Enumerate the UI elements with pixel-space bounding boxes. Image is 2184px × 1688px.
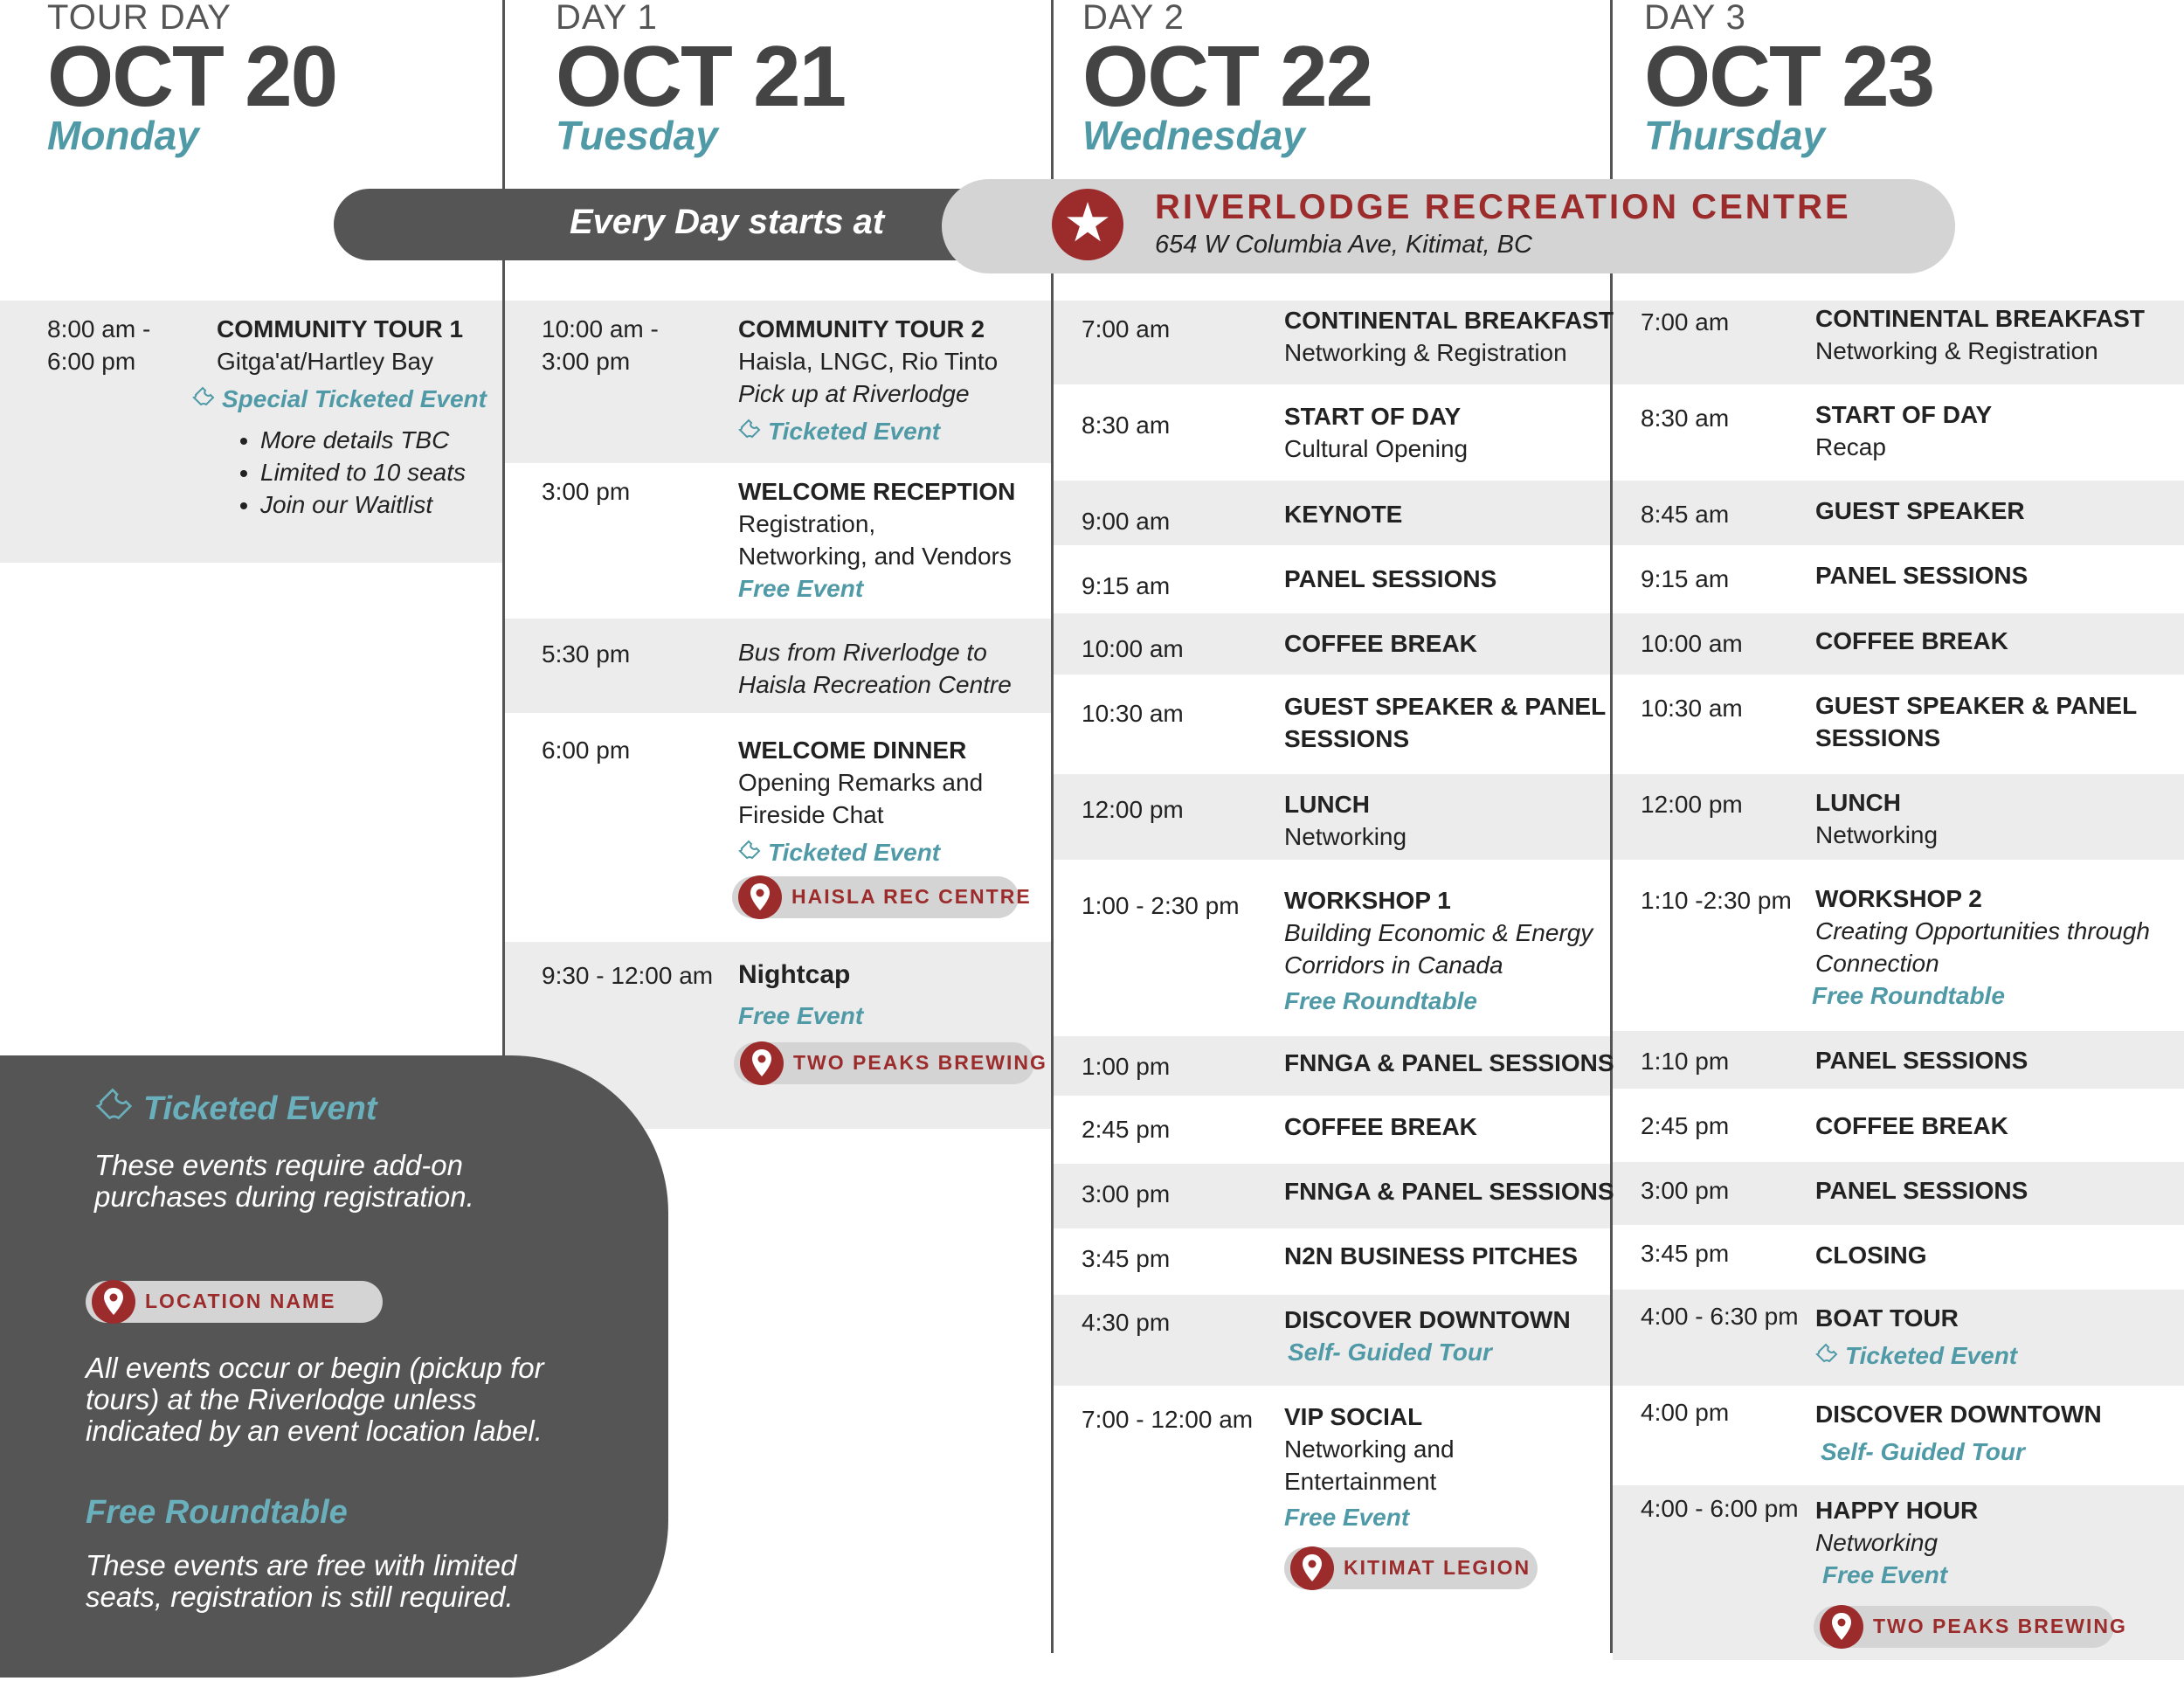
event-title: LUNCH [1815,789,1901,816]
day-label: DAY 1 [556,0,658,37]
event-title: CONTINENTAL BREAKFAST [1815,305,2145,332]
event-subtitle: Gitga'at/Hartley Bay [217,348,434,375]
event-line: Registration, [738,510,876,537]
event-line: Bus from Riverlodge to [738,639,987,666]
event-title: BOAT TOUR [1815,1304,1959,1332]
day-label: TOUR DAY [47,0,232,37]
event-details [1284,690,1606,755]
event-title: WELCOME DINNER [738,737,967,764]
event-tag: Free Roundtable [1284,987,1477,1014]
event-title: FNNGA & PANEL SESSIONS [1284,1178,1614,1205]
event-line: Networking & Registration [1284,339,1567,366]
event-title: HAPPY HOUR [1815,1497,1979,1524]
starts-banner-text: Every Day starts at [570,203,885,241]
event-line: Networking and [1284,1435,1455,1463]
event-title: COMMUNITY TOUR 2 [738,315,985,342]
event-time [542,313,659,377]
ticket-icon [94,1087,140,1134]
event-title: COFFEE BREAK [1284,630,1477,657]
day-weekday: Wednesday [1082,113,1305,158]
event-time: 2:45 pm [1641,1112,1730,1139]
event-details [1815,1398,2102,1468]
event-title: DISCOVER DOWNTOWN [1284,1306,1571,1333]
event-line: Networking [1815,1529,1939,1556]
event-title: Nightcap [738,960,851,989]
day-header-2 [1082,0,1372,157]
legend-location-desc [86,1352,544,1447]
day-header-1 [556,0,845,157]
event-time: 3:45 pm [1641,1240,1730,1267]
event-time: 7:00 - 12:00 am [1082,1406,1254,1433]
event-time: 2:45 pm [1082,1116,1171,1143]
event-details [217,313,496,521]
day-weekday: Thursday [1644,113,1826,158]
event-line: Haisla Recreation Centre [738,671,1012,698]
location-badge [1284,1547,1538,1589]
location-name: LOCATION NAME [145,1290,336,1312]
event-line: Building Economic & Energy [1284,919,1593,946]
event-time: 6:00 pm [542,737,631,764]
location-name: HAISLA REC CENTRE [791,885,1032,908]
event-line: Networking [1284,823,1407,850]
legend-free-title: Free Roundtable [86,1494,348,1531]
location-badge [734,1042,1047,1084]
legend-ticketed-title [94,1087,377,1134]
event-details [1815,689,2137,754]
event-time: 12:00 pm [1641,791,1743,818]
event-line: Networking, and Vendors [738,543,1012,570]
event-time: 9:30 - 12:00 am [542,962,714,989]
day-header-3 [1644,0,1933,157]
day-date: OCT 21 [556,28,846,124]
event-time: 3:45 pm [1082,1245,1171,1272]
location-name: TWO PEAKS BREWING [793,1051,1047,1074]
event-tag [738,415,998,449]
event-details [1284,304,1614,369]
event-details [738,734,983,870]
event-time: 12:00 pm [1082,796,1184,823]
event-title: WORKSHOP 1 [1284,887,1451,914]
event-time [47,313,150,377]
day-date: OCT 23 [1644,28,1934,124]
event-time: 4:00 - 6:00 pm [1641,1495,1799,1522]
star-icon: ★ [1052,189,1123,260]
event-title: START OF DAY [1815,401,1993,428]
event-line: Creating Opportunities through [1815,917,2150,944]
event-details [1284,788,1406,853]
venue-address: 654 W Columbia Ave, Kitimat, BC [1155,231,1532,259]
event-details [1815,1302,2017,1373]
event-line: Networking & Registration [1815,337,2098,364]
location-name: TWO PEAKS BREWING [1873,1615,2127,1637]
event-details [1815,302,2145,367]
event-line: Fireside Chat [738,801,884,828]
column-divider [502,0,505,1092]
event-line: Entertainment [1284,1468,1437,1495]
event-title: GUEST SPEAKER [1815,497,2025,524]
event-title: COFFEE BREAK [1284,1113,1477,1140]
event-title: VIP SOCIAL [1284,1403,1423,1430]
venue-name: RIVERLODGE RECREATION CENTRE [1155,188,1851,226]
event-tag [738,836,983,870]
day-weekday: Tuesday [556,113,718,158]
event-line: Cultural Opening [1284,435,1469,462]
event-time: 1:10 pm [1641,1048,1730,1075]
time-line: 6:00 pm [47,348,136,375]
event-time: 1:00 - 2:30 pm [1082,892,1240,919]
location-badge [732,876,1032,918]
event-title: WORKSHOP 2 [1815,885,1982,912]
event-tag-text: Ticketed Event [1845,1342,2018,1369]
event-time: 7:00 am [1082,315,1171,342]
legend-line: These events are free with limited [86,1549,517,1581]
legend-ticketed-label: Ticketed Event [143,1090,377,1128]
legend-line: These events require add-on [94,1149,463,1181]
day-label: DAY 3 [1644,0,1746,37]
event-tag-text: Ticketed Event [768,418,941,445]
event-tag: Free Event [738,575,864,602]
event-time: 10:30 am [1641,695,1743,722]
event-title: KEYNOTE [1284,501,1403,528]
event-time: 5:30 pm [542,640,631,668]
event-time: 9:00 am [1082,508,1171,535]
event-title: CONTINENTAL BREAKFAST [1284,307,1614,334]
event-time: 10:30 am [1082,700,1184,727]
time-line: 3:00 pm [542,348,631,375]
event-details [1284,1401,1455,1533]
time-line: 10:00 am - [542,315,659,342]
event-time: 8:45 am [1641,501,1730,528]
event-details [1815,398,1992,463]
day-header-tour [47,0,336,157]
event-title: WELCOME RECEPTION [738,478,1016,505]
event-line: Pick up at Riverlodge [738,380,970,407]
event-details [738,475,1015,605]
event-line: Recap [1815,433,1886,460]
event-details [738,313,998,449]
event-details [738,958,863,1032]
event-title: PANEL SESSIONS [1815,1047,2028,1074]
legend-line: tours) at the Riverlodge unless [86,1383,477,1415]
legend-ticketed-desc [94,1150,474,1213]
day-date: OCT 22 [1082,28,1372,124]
event-line: Connection [1815,950,1939,977]
event-title: GUEST SPEAKER & PANEL [1284,693,1607,720]
event-time: 1:00 pm [1082,1053,1171,1080]
location-name: KITIMAT LEGION [1344,1556,1531,1579]
event-bullets [231,424,496,521]
event-title: COFFEE BREAK [1815,627,2008,654]
event-details [738,636,1012,701]
event-tag-text: Ticketed Event [768,839,941,866]
event-tag: Free Event [738,1002,864,1029]
event-time: 7:00 am [1641,308,1730,336]
event-details [1815,786,1938,851]
event-tag: Free Event [1284,1504,1410,1531]
event-title: PANEL SESSIONS [1815,562,2028,589]
event-line: Corridors in Canada [1284,951,1503,979]
event-line: Haisla, LNGC, Rio Tinto [738,348,999,375]
ticket-icon [192,384,218,417]
event-details [1815,1494,1978,1591]
event-time: 10:00 am [1641,630,1743,657]
event-title: COMMUNITY TOUR 1 [217,315,464,342]
map-pin-icon [1819,1604,1864,1654]
day-label: DAY 2 [1082,0,1185,37]
time-line: 8:00 am - [47,315,151,342]
event-time: 8:30 am [1082,412,1171,439]
legend-line: indicated by an event location label. [86,1415,543,1447]
event-tag [1815,1339,2017,1373]
map-pin-icon [737,875,783,924]
event-line: Networking [1815,821,1939,848]
map-pin-icon [1289,1546,1335,1595]
event-tag: Self- Guided Tour [1288,1339,1492,1366]
bullet-item: • More details TBC [260,424,496,456]
event-tag [192,383,496,417]
legend-free-desc [86,1550,516,1613]
event-tag: Free Event [1822,1561,1948,1588]
event-title: DISCOVER DOWNTOWN [1815,1401,2102,1428]
event-title: GUEST SPEAKER & PANEL [1815,692,2138,719]
day-date: OCT 20 [47,28,337,124]
event-title: FNNGA & PANEL SESSIONS [1284,1049,1614,1076]
event-time: 8:30 am [1641,405,1730,432]
event-tag: Free Roundtable [1812,982,2005,1009]
map-pin-icon [739,1041,784,1090]
event-details [1812,882,2150,1012]
legend-line: purchases during registration. [94,1180,474,1213]
ticket-icon [1815,1341,1842,1373]
ticket-icon [738,838,764,870]
location-badge [1814,1606,2127,1648]
event-line: Opening Remarks and [738,769,984,796]
event-time: 9:15 am [1082,572,1171,599]
event-details [1284,1304,1571,1368]
event-title: SESSIONS [1284,725,1410,752]
event-title: N2N BUSINESS PITCHES [1284,1242,1579,1269]
event-tag-text: Special Ticketed Event [222,385,487,412]
event-time: 3:00 pm [1641,1177,1730,1204]
event-time: 9:15 am [1641,565,1730,592]
event-details [1284,884,1593,1017]
ticket-icon [738,417,764,449]
event-time: 4:00 - 6:30 pm [1641,1303,1799,1330]
event-title: PANEL SESSIONS [1284,565,1497,592]
event-title: CLOSING [1815,1242,1927,1269]
event-title: START OF DAY [1284,403,1462,430]
event-time: 4:30 pm [1082,1309,1171,1336]
legend-location-badge [86,1281,383,1323]
event-tag: Self- Guided Tour [1821,1438,2025,1465]
event-title: COFFEE BREAK [1815,1112,2008,1139]
event-title: LUNCH [1284,791,1370,818]
event-time: 3:00 pm [1082,1180,1171,1207]
event-title: PANEL SESSIONS [1815,1177,2028,1204]
legend-line: seats, registration is still required. [86,1581,514,1613]
event-time: 1:10 -2:30 pm [1641,887,1792,914]
map-pin-icon [91,1279,136,1329]
event-title: SESSIONS [1815,724,1941,751]
bullet-item: • Join our Waitlist [260,488,496,521]
legend-line: All events occur or begin (pickup for [86,1352,544,1384]
day-weekday: Monday [47,113,199,158]
event-time: 4:00 pm [1641,1399,1730,1426]
bullet-item: • Limited to 10 seats [260,456,496,488]
event-details [1284,400,1468,465]
event-time: 10:00 am [1082,635,1184,662]
event-time: 3:00 pm [542,478,631,505]
